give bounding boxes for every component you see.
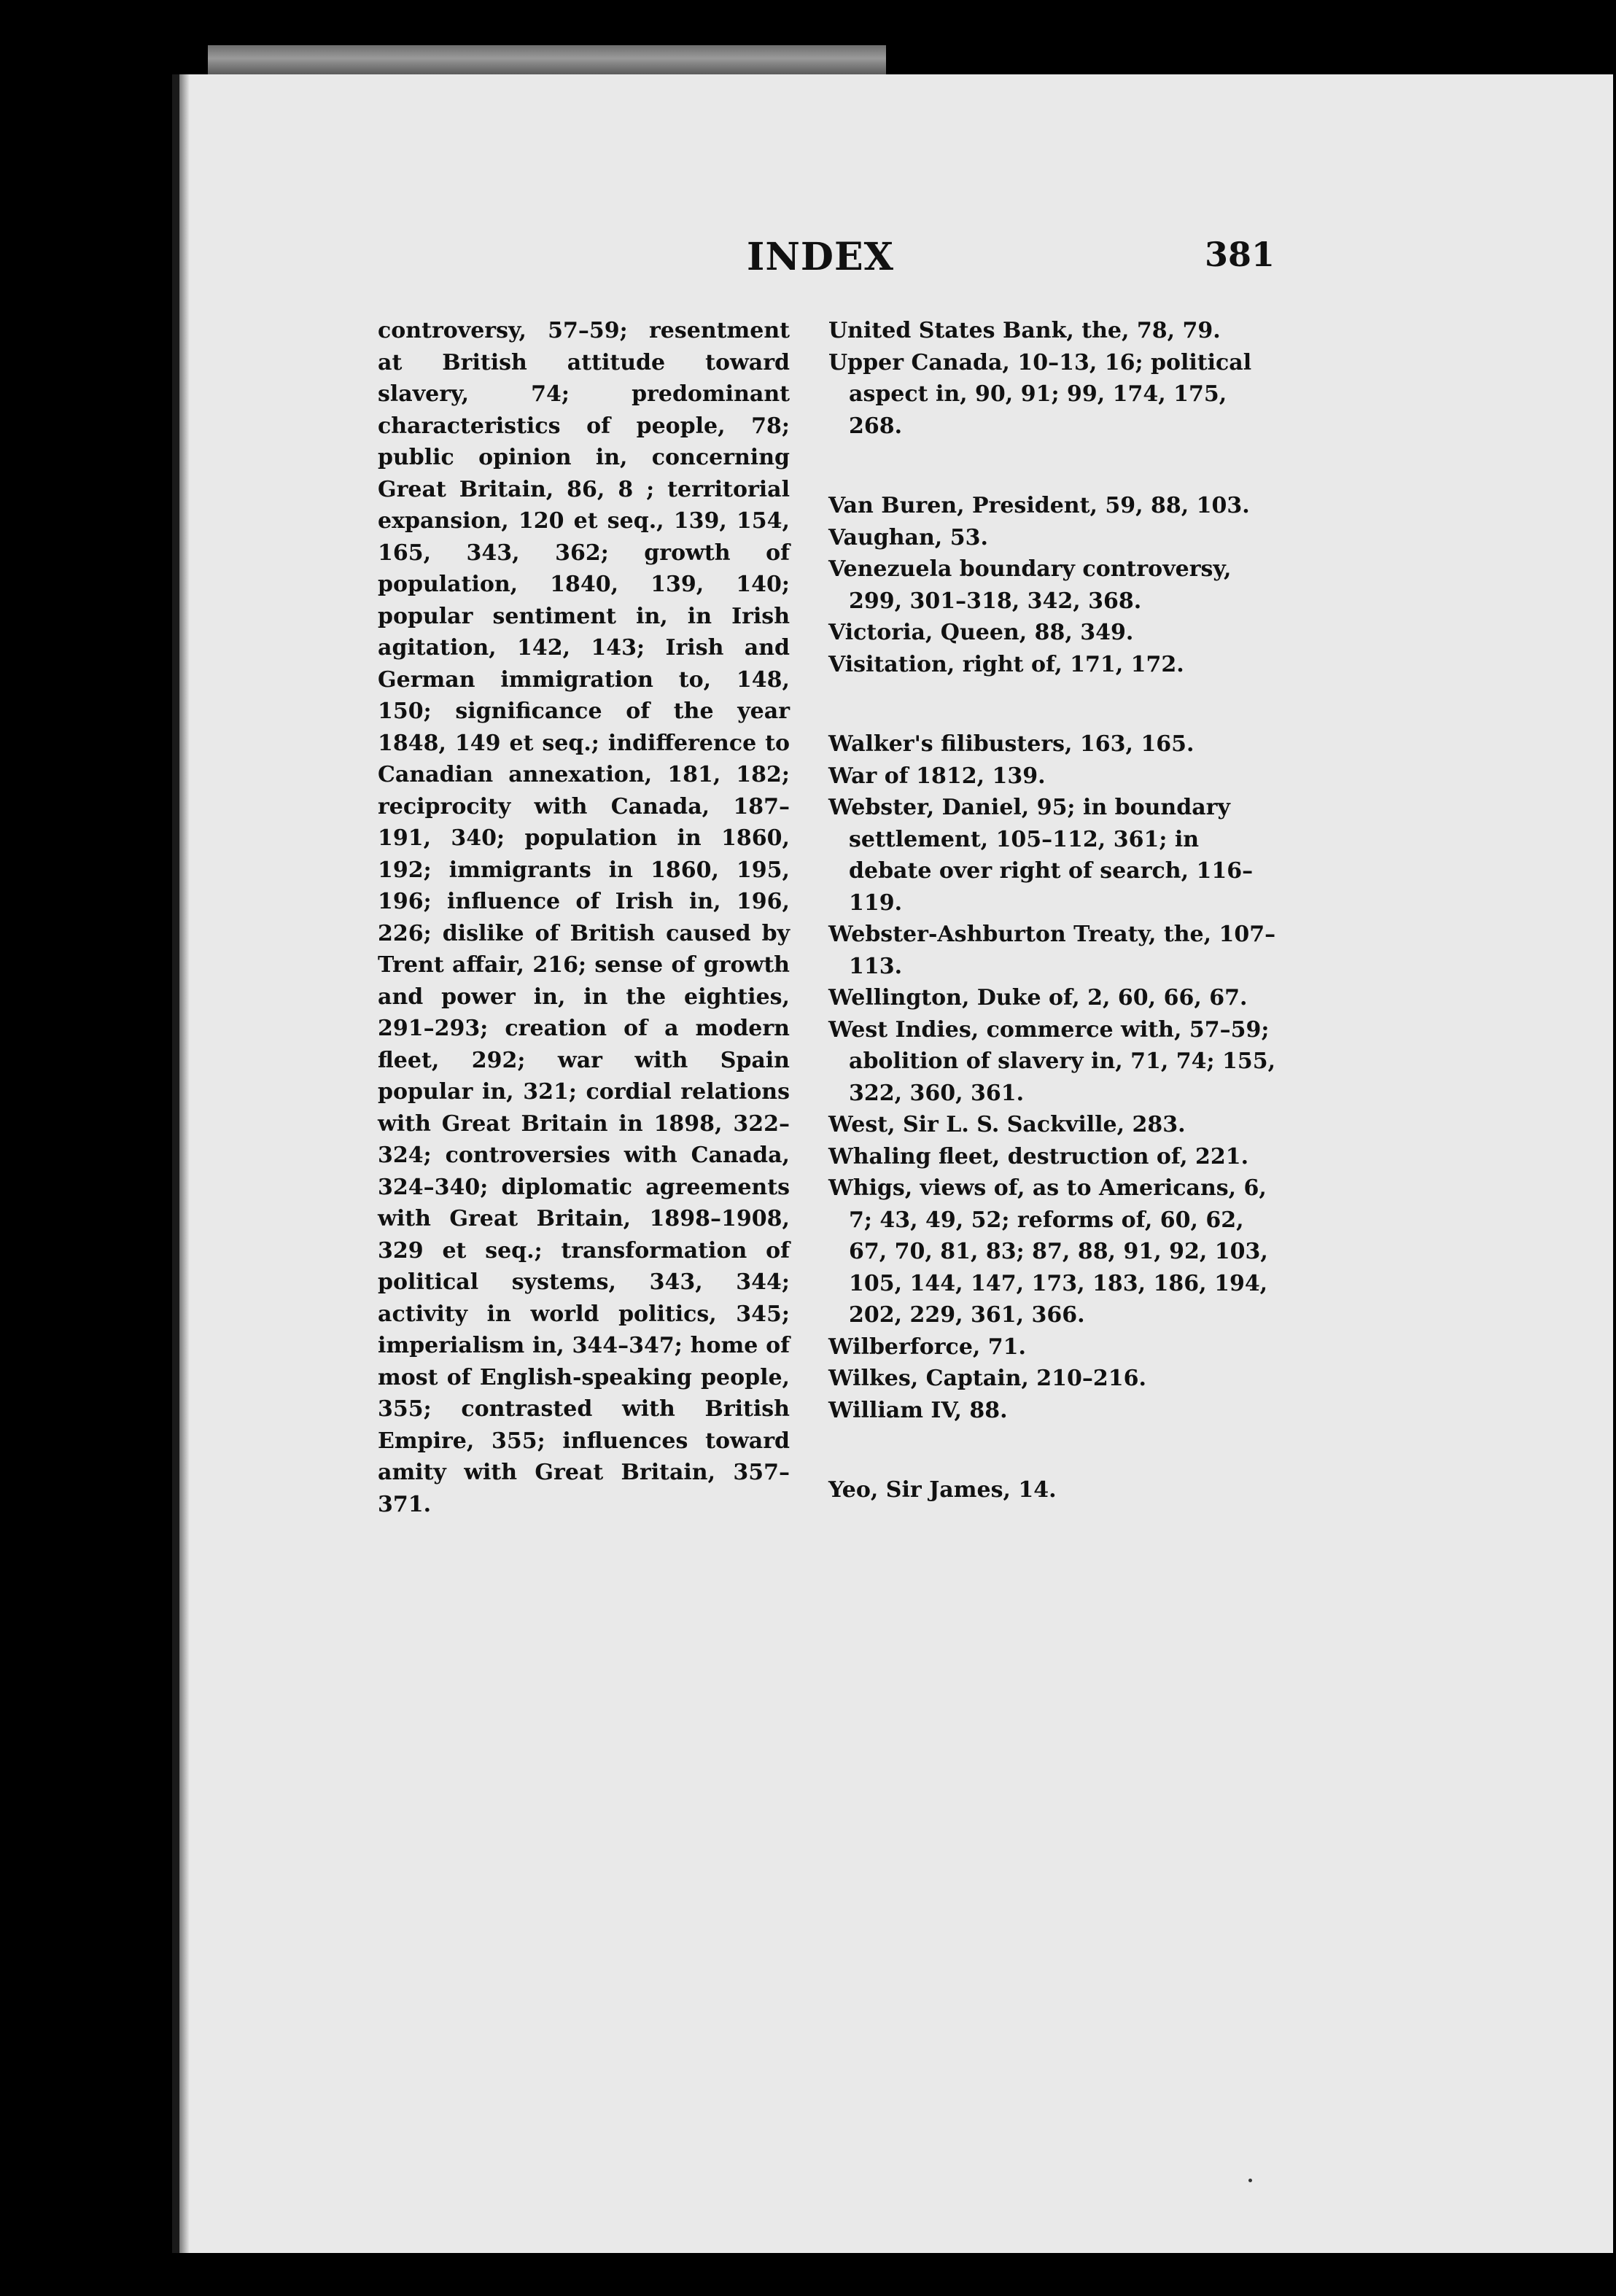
index-entry: Webster-Ashburton Treaty, the, 107–113. xyxy=(828,922,1276,979)
index-group-u xyxy=(828,315,1281,442)
index-group-y xyxy=(828,1474,1281,1506)
index-entry: Webster, Daniel, 95; in boundary settlement, 105–112, 361; in debate over right of search, 116–119. xyxy=(828,795,1254,916)
index-entry: Vaughan, 53. xyxy=(828,524,988,550)
index-entry: War of 1812, 139. xyxy=(828,763,1046,789)
group-spacer xyxy=(828,680,1281,728)
group-spacer xyxy=(828,1426,1281,1474)
running-head: INDEX xyxy=(747,235,894,279)
index-entry: Van Buren, President, 59, 88, 103. xyxy=(828,493,1250,518)
index-entry: Wilberforce, 71. xyxy=(828,1334,1026,1360)
page-binding-edge xyxy=(172,74,179,2253)
page-number: 381 xyxy=(1205,235,1275,274)
index-entry: Wellington, Duke of, 2, 60, 66, 67. xyxy=(828,985,1248,1011)
index-entry: Whigs, views of, as to Americans, 6, 7; 43, 49, 52; reforms of, 60, 62, 67, 70, 81, 83; 87, 88, 91, 92, 103, 105, 144, 147, 173, 183, 186, 194, 202, 229, 361, 366. xyxy=(828,1175,1268,1328)
index-entry: Victoria, Queen, 88, 349. xyxy=(828,620,1134,645)
index-entry: William IV, 88. xyxy=(828,1397,1008,1423)
group-spacer xyxy=(828,442,1281,490)
index-column-left xyxy=(378,315,790,1520)
index-entry: West, Sir L. S. Sackville, 283. xyxy=(828,1112,1186,1137)
index-entry: United States Bank, the, 78, 79. xyxy=(828,318,1221,343)
index-group-w xyxy=(828,728,1281,1426)
index-entry: Wilkes, Captain, 210–216. xyxy=(828,1366,1146,1391)
index-entry: Venezuela boundary controversy, 299, 301–318, 342, 368. xyxy=(828,556,1232,614)
index-entry: Visitation, right of, 171, 172. xyxy=(828,651,1184,677)
index-entry: Yeo, Sir James, 14. xyxy=(828,1477,1057,1503)
index-entry: Whaling fleet, destruction of, 221. xyxy=(828,1143,1249,1170)
index-column-right xyxy=(828,315,1281,1506)
index-entry: West Indies, commerce with, 57–59; abolition of slavery in, 71, 74; 155, 322, 360, 361. xyxy=(828,1016,1276,1106)
index-entry: Walker's filibusters, 163, 165. xyxy=(828,731,1194,757)
scan-speck xyxy=(1248,2179,1252,2182)
index-entry-continuation: controversy, 57–59; resentment at British attitude toward slavery, 74; predominant characteristics of people, 78; public opinion in, concerning Great Britain, 86, 8 ; territorial expansion, 120 et seq., 139, 154, 165, 343, 362; growth of population, 1840, 139, 140; popular sentiment in, in Irish agitation, 142, 143; Irish and German immigration to, 148, 150; significance of the year 1848, 149 et seq.; indifference to Canadian annexation, 181, 182; reciprocity with Canada, 187–191, 340; population in 1860, 192; immigrants in 1860, 195, 196; influence of Irish in, 196, 226; dislike of British caused by Trent affair, 216; sense of growth and power in, in the eighties, 291–293; creation of a modern fleet, 292; war with Spain popular in, 321; cordial relations with Great Britain in 1898, 322–324; controversies with Canada, 324–340; diplomatic agreements with Great Britain, 1898–1908, 329 et seq.; transformation of political systems, 343, 344; activity in world politics, 345; imperialism in, 344–347; home of most of English-speaking people, 355; contrasted with British Empire, 355; influences toward amity with Great Britain, 357–371. xyxy=(378,318,790,1517)
bottom-border xyxy=(172,2253,1616,2296)
film-edge-strip xyxy=(208,45,886,74)
index-group-v xyxy=(828,490,1281,680)
binding-shadow xyxy=(179,74,190,2253)
index-entry: Upper Canada, 10–13, 16; political aspect in, 90, 91; 99, 174, 175, 268. xyxy=(828,349,1252,439)
